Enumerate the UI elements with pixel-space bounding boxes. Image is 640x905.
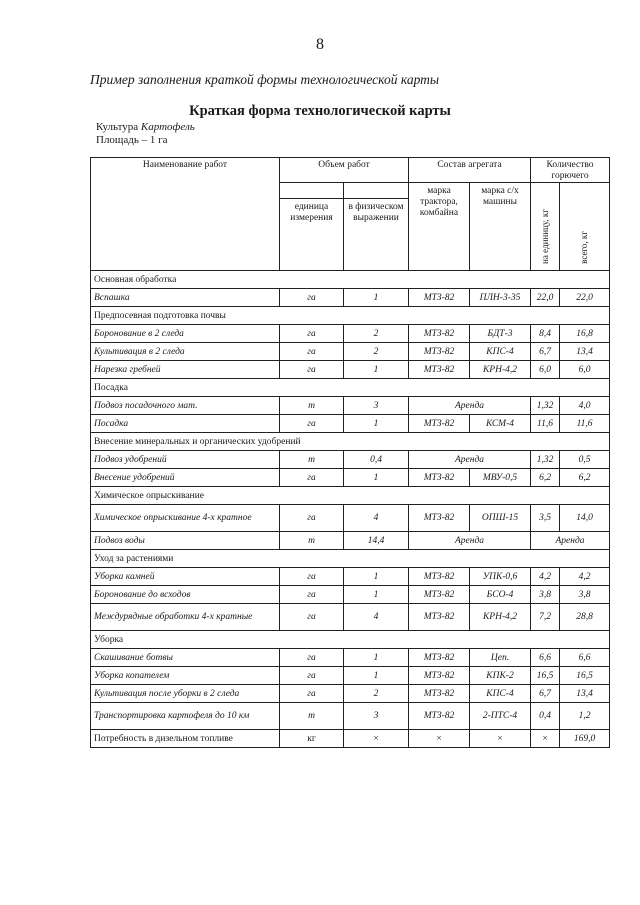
work-name-cell: Подвоз удобрений <box>91 451 280 469</box>
machine-cell: УПК-0,6 <box>470 568 531 586</box>
quantity-cell: 2 <box>344 325 409 343</box>
fuel-per-unit-cell: 6,0 <box>531 361 560 379</box>
header-empty-physical <box>344 183 409 199</box>
quantity-cell: 0,4 <box>344 451 409 469</box>
fuel-total-cell: 16,8 <box>560 325 610 343</box>
fuel-total-cell: 11,6 <box>560 415 610 433</box>
machine-cell: ОПШ-15 <box>470 505 531 532</box>
crop-line <box>96 121 195 133</box>
fuel-total-cell: 3,8 <box>560 586 610 604</box>
work-name-cell: Нарезка гребней <box>91 361 280 379</box>
section-title: Основная обработка <box>91 271 610 289</box>
total-tractor-cell: × <box>409 730 470 748</box>
fuel-per-unit-cell: 7,2 <box>531 604 560 631</box>
header-fuel: Количество горючего <box>531 158 610 183</box>
fuel-total-cell: 0,5 <box>560 451 610 469</box>
quantity-cell: 3 <box>344 397 409 415</box>
fuel-per-unit-cell: 4,2 <box>531 568 560 586</box>
unit-cell: т <box>280 703 344 730</box>
table-row <box>91 289 610 307</box>
fuel-total-cell: 14,0 <box>560 505 610 532</box>
document-subtitle: Пример заполнения краткой формы технологической карты <box>90 72 440 87</box>
section-row <box>91 631 610 649</box>
unit-cell: га <box>280 604 344 631</box>
section-row <box>91 271 610 289</box>
table-row <box>91 397 610 415</box>
unit-cell: т <box>280 397 344 415</box>
work-name-cell: Подвоз воды <box>91 532 280 550</box>
tractor-cell: МТЗ-82 <box>409 505 470 532</box>
header-work-name: Наименование работ <box>91 158 280 271</box>
tractor-cell: МТЗ-82 <box>409 604 470 631</box>
aggregate-merged-cell: Аренда <box>409 532 531 550</box>
area-line: Площадь – 1 га <box>96 134 168 146</box>
header-per-unit: на единицу, кг <box>531 183 560 271</box>
work-name-cell: Вспашка <box>91 289 280 307</box>
work-name-cell: Культивация в 2 следа <box>91 343 280 361</box>
machine-cell: КПС-4 <box>470 685 531 703</box>
aggregate-merged-cell: Аренда <box>409 397 531 415</box>
table-row <box>91 703 610 730</box>
quantity-cell: 1 <box>344 586 409 604</box>
table-row <box>91 532 610 550</box>
fuel-total-cell: 13,4 <box>560 685 610 703</box>
tractor-cell: МТЗ-82 <box>409 469 470 487</box>
page-number: 8 <box>316 36 324 53</box>
unit-cell: га <box>280 361 344 379</box>
quantity-cell: 1 <box>344 361 409 379</box>
tractor-cell: МТЗ-82 <box>409 343 470 361</box>
machine-cell: КРН-4,2 <box>470 604 531 631</box>
machine-cell: КПС-4 <box>470 343 531 361</box>
tractor-cell: МТЗ-82 <box>409 415 470 433</box>
header-volume: Объем работ <box>280 158 409 183</box>
section-title: Уборка <box>91 631 610 649</box>
aggregate-merged-cell: Аренда <box>409 451 531 469</box>
work-name-cell: Посадка <box>91 415 280 433</box>
quantity-cell: 1 <box>344 469 409 487</box>
section-title: Уход за растениями <box>91 550 610 568</box>
work-name-cell: Скашивание ботвы <box>91 649 280 667</box>
work-name-cell: Культивация после уборки в 2 следа <box>91 685 280 703</box>
work-name-cell: Подвоз посадочного мат. <box>91 397 280 415</box>
unit-cell: га <box>280 505 344 532</box>
section-title: Химическое опрыскивание <box>91 487 610 505</box>
fuel-total-cell: 28,8 <box>560 604 610 631</box>
section-row <box>91 487 610 505</box>
machine-cell: ПЛН-3-35 <box>470 289 531 307</box>
table-row <box>91 586 610 604</box>
header-total: всего, кг <box>560 183 610 271</box>
table-row <box>91 469 610 487</box>
quantity-cell: 2 <box>344 343 409 361</box>
unit-cell: га <box>280 469 344 487</box>
total-unit-cell: кг <box>280 730 344 748</box>
table-row <box>91 343 610 361</box>
tractor-cell: МТЗ-82 <box>409 667 470 685</box>
header-tractor: марка трактора, комбайна <box>409 183 470 271</box>
header-physical: в физическом выражении <box>344 199 409 271</box>
quantity-cell: 4 <box>344 604 409 631</box>
machine-cell: МВУ-0,5 <box>470 469 531 487</box>
fuel-per-unit-cell: 22,0 <box>531 289 560 307</box>
quantity-cell: 14,4 <box>344 532 409 550</box>
fuel-per-unit-cell: 6,2 <box>531 469 560 487</box>
fuel-per-unit-cell: 0,4 <box>531 703 560 730</box>
table-row <box>91 325 610 343</box>
fuel-per-unit-cell: 1,32 <box>531 451 560 469</box>
fuel-total-cell: 4,0 <box>560 397 610 415</box>
unit-cell: га <box>280 586 344 604</box>
total-quantity-cell: × <box>344 730 409 748</box>
unit-cell: га <box>280 667 344 685</box>
tractor-cell: МТЗ-82 <box>409 568 470 586</box>
fuel-per-unit-cell: 6,6 <box>531 649 560 667</box>
tractor-cell: МТЗ-82 <box>409 649 470 667</box>
quantity-cell: 1 <box>344 289 409 307</box>
work-name-cell: Химическое опрыскивание 4-х кратное <box>91 505 280 532</box>
fuel-total-cell: 1,2 <box>560 703 610 730</box>
header-unit-composition: Состав агрегата <box>409 158 531 183</box>
fuel-per-unit-cell: 6,7 <box>531 685 560 703</box>
fuel-per-unit-cell: 8,4 <box>531 325 560 343</box>
quantity-cell: 1 <box>344 568 409 586</box>
fuel-per-unit-cell: 16,5 <box>531 667 560 685</box>
table-row <box>91 451 610 469</box>
header-unit: единица измерения <box>280 199 344 271</box>
table-row <box>91 685 610 703</box>
section-row <box>91 550 610 568</box>
unit-cell: га <box>280 415 344 433</box>
fuel-per-unit-cell: 6,7 <box>531 343 560 361</box>
section-row <box>91 379 610 397</box>
table-row <box>91 505 610 532</box>
total-fuel-cell: 169,0 <box>560 730 610 748</box>
fuel-per-unit-cell: 1,32 <box>531 397 560 415</box>
tractor-cell: МТЗ-82 <box>409 361 470 379</box>
table-row <box>91 667 610 685</box>
unit-cell: га <box>280 289 344 307</box>
fuel-total-cell: 22,0 <box>560 289 610 307</box>
fuel-total-cell: 16,5 <box>560 667 610 685</box>
work-name-cell: Уборка камней <box>91 568 280 586</box>
unit-cell: га <box>280 649 344 667</box>
section-title: Внесение минеральных и органических удобрений <box>91 433 610 451</box>
fuel-total-cell: 4,2 <box>560 568 610 586</box>
fuel-total-cell: 6,0 <box>560 361 610 379</box>
unit-cell: га <box>280 685 344 703</box>
total-per-unit-cell: × <box>531 730 560 748</box>
section-title: Посадка <box>91 379 610 397</box>
unit-cell: т <box>280 532 344 550</box>
fuel-total-cell: 6,2 <box>560 469 610 487</box>
table-row <box>91 361 610 379</box>
unit-cell: т <box>280 451 344 469</box>
work-name-cell: Внесение удобрений <box>91 469 280 487</box>
work-name-cell: Транспортировка картофеля до 10 км <box>91 703 280 730</box>
fuel-per-unit-cell: 11,6 <box>531 415 560 433</box>
quantity-cell: 1 <box>344 415 409 433</box>
header-machine: марка с/х машины <box>470 183 531 271</box>
machine-cell: КСМ-4 <box>470 415 531 433</box>
machine-cell: КРН-4,2 <box>470 361 531 379</box>
section-title: Предпосевная подготовка почвы <box>91 307 610 325</box>
section-row <box>91 433 610 451</box>
tractor-cell: МТЗ-82 <box>409 685 470 703</box>
machine-cell: Цеп. <box>470 649 531 667</box>
table-row <box>91 604 610 631</box>
total-row <box>91 730 610 748</box>
work-name-cell: Междурядные обработки 4-х кратные <box>91 604 280 631</box>
fuel-merged-cell: Аренда <box>531 532 610 550</box>
fuel-per-unit-cell: 3,5 <box>531 505 560 532</box>
unit-cell: га <box>280 325 344 343</box>
quantity-cell: 3 <box>344 703 409 730</box>
tractor-cell: МТЗ-82 <box>409 289 470 307</box>
table-row <box>91 649 610 667</box>
fuel-total-cell: 13,4 <box>560 343 610 361</box>
total-machine-cell: × <box>470 730 531 748</box>
table-row <box>91 568 610 586</box>
tractor-cell: МТЗ-82 <box>409 703 470 730</box>
machine-cell: 2-ПТС-4 <box>470 703 531 730</box>
fuel-total-cell: 6,6 <box>560 649 610 667</box>
machine-cell: БДТ-3 <box>470 325 531 343</box>
tech-card-table <box>90 157 610 748</box>
tractor-cell: МТЗ-82 <box>409 325 470 343</box>
quantity-cell: 2 <box>344 685 409 703</box>
work-name-cell: Уборка копателем <box>91 667 280 685</box>
crop-label: Культура <box>96 121 139 133</box>
machine-cell: БСО-4 <box>470 586 531 604</box>
work-name-cell: Боронование до всходов <box>91 586 280 604</box>
fuel-per-unit-cell: 3,8 <box>531 586 560 604</box>
section-row <box>91 307 610 325</box>
crop-value: Картофель <box>140 121 195 133</box>
quantity-cell: 4 <box>344 505 409 532</box>
unit-cell: га <box>280 568 344 586</box>
unit-cell: га <box>280 343 344 361</box>
quantity-cell: 1 <box>344 649 409 667</box>
work-name-cell: Боронование в 2 следа <box>91 325 280 343</box>
header-empty-unit <box>280 183 344 199</box>
tractor-cell: МТЗ-82 <box>409 586 470 604</box>
total-name-cell: Потребность в дизельном топливе <box>91 730 280 748</box>
document-title: Краткая форма технологической карты <box>189 103 451 119</box>
quantity-cell: 1 <box>344 667 409 685</box>
table-row <box>91 415 610 433</box>
machine-cell: КПК-2 <box>470 667 531 685</box>
